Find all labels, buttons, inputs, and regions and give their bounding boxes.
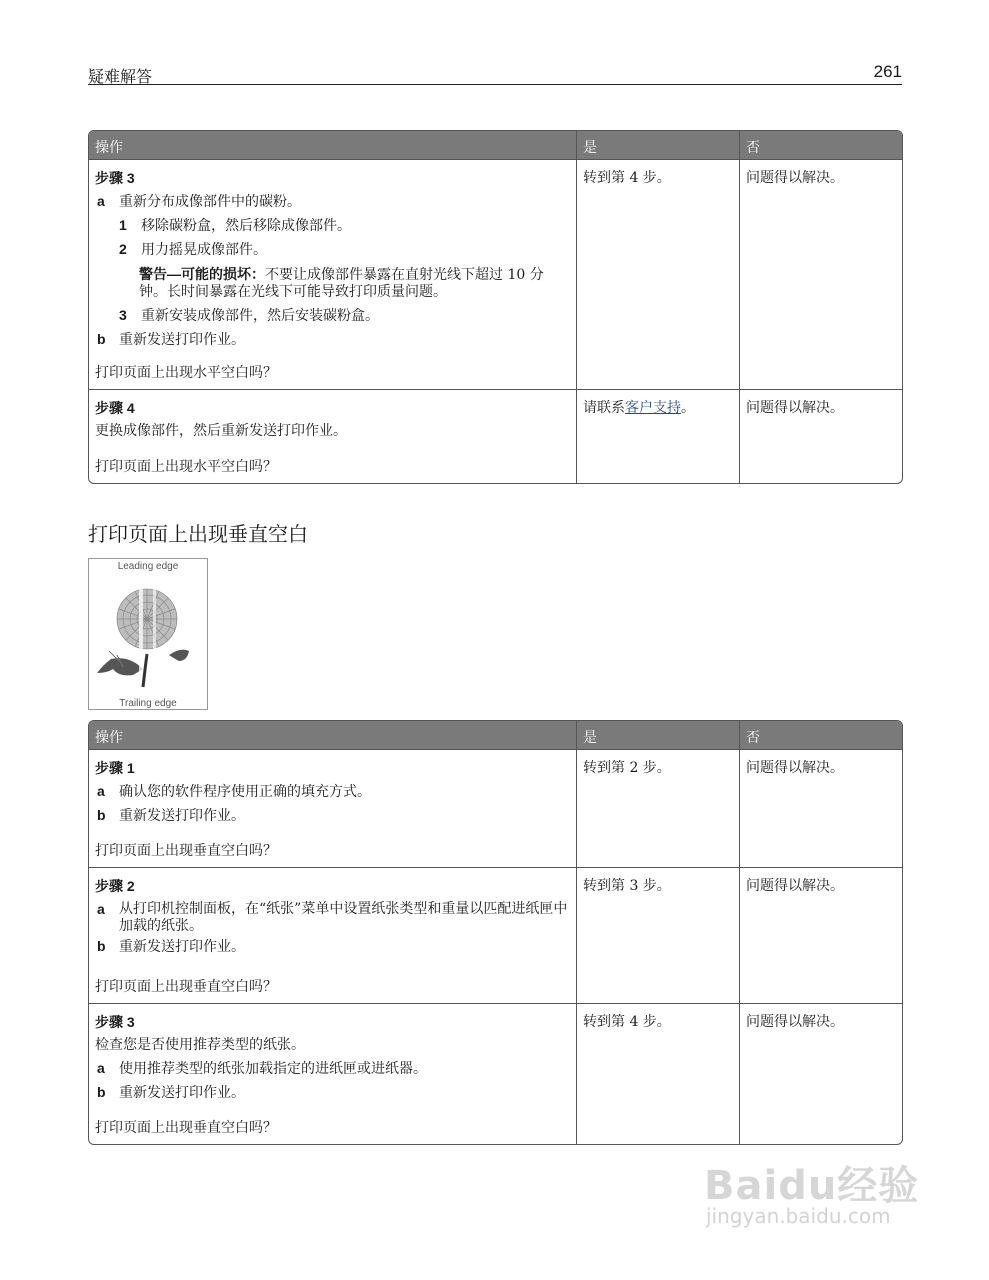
troubleshooting-table-horizontal xyxy=(88,130,903,484)
baidu-watermark xyxy=(700,1140,940,1250)
col-action: 操作 xyxy=(89,721,577,749)
trailing-edge-label: Trailing edge xyxy=(119,698,177,709)
item-text: 使用推荐类型的纸张加载指定的进纸匣或进纸器。 xyxy=(119,1061,427,1077)
item-label: a xyxy=(97,901,105,917)
yes-cell: 转到第 3 步。 xyxy=(577,868,740,1003)
vertical-void-illustration xyxy=(88,558,208,710)
item-label: b xyxy=(97,1084,106,1100)
yes-cell: 转到第 4 步。 xyxy=(577,160,740,389)
sub-num: 1 xyxy=(119,217,127,233)
flower-illustration xyxy=(89,559,207,709)
yes-cell xyxy=(577,390,740,483)
table-row xyxy=(89,389,902,483)
row-question: 打印页面上出现水平空白吗？ xyxy=(95,459,277,475)
item-label: a xyxy=(97,193,105,209)
row-question: 打印页面上出现垂直空白吗？ xyxy=(95,979,277,995)
table-header xyxy=(89,721,902,749)
row-question: 打印页面上出现垂直空白吗？ xyxy=(95,843,277,859)
sub-num: 2 xyxy=(119,241,127,257)
no-cell: 问题得以解决。 xyxy=(746,760,844,776)
table-row xyxy=(89,1003,902,1144)
item-label: b xyxy=(97,807,106,823)
step-title: 步骤 2 xyxy=(95,878,135,894)
step-title: 步骤 3 xyxy=(95,1014,135,1030)
step-intro: 检查您是否使用推荐类型的纸张。 xyxy=(95,1037,305,1053)
warning-text: 不要让成像部件暴露在直射光线下超过 10 分钟。长时间暴露在光线下可能导致打印质量问题。 xyxy=(139,267,544,300)
troubleshooting-table-vertical xyxy=(88,720,903,1145)
section-title: 打印页面上出现垂直空白 xyxy=(88,522,308,546)
item-label: b xyxy=(97,938,106,954)
row-question: 打印页面上出现水平空白吗？ xyxy=(95,365,277,381)
warning-label: 警告—可能的损坏： xyxy=(139,266,265,282)
customer-support-link[interactable]: 客户支持 xyxy=(625,400,681,416)
leading-edge-label: Leading edge xyxy=(117,561,179,572)
sub-text: 用力摇晃成像部件。 xyxy=(141,242,267,258)
item-text: 重新发送打印作业。 xyxy=(119,1085,245,1101)
item-label: b xyxy=(97,331,106,347)
item-text: 重新发送打印作业。 xyxy=(119,939,245,955)
col-no: 否 xyxy=(746,730,760,746)
yes-suffix: 。 xyxy=(681,400,695,416)
item-text: 重新分布成像部件中的碳粉。 xyxy=(119,194,301,210)
warning-note xyxy=(95,266,570,301)
no-cell: 问题得以解决。 xyxy=(746,878,844,894)
item-text: 确认您的软件程序使用正确的填充方式。 xyxy=(119,784,371,800)
item-text: 重新发送打印作业。 xyxy=(119,332,245,348)
sub-num: 3 xyxy=(119,307,127,323)
step-text: 更换成像部件，然后重新发送打印作业。 xyxy=(95,423,347,439)
table-header xyxy=(89,131,902,159)
no-cell: 问题得以解决。 xyxy=(746,400,844,416)
item-text: 重新发送打印作业。 xyxy=(119,808,245,824)
table-row xyxy=(89,867,902,1003)
no-cell: 问题得以解决。 xyxy=(746,170,844,186)
yes-cell: 转到第 4 步。 xyxy=(577,1004,740,1144)
item-label: a xyxy=(97,783,105,799)
sub-text: 移除碳粉盒，然后移除成像部件。 xyxy=(141,218,351,234)
item-label: a xyxy=(97,1060,105,1076)
step-title: 步骤 3 xyxy=(95,170,135,186)
table-row xyxy=(89,749,902,867)
step-title: 步骤 4 xyxy=(95,400,135,416)
item-text: 从打印机控制面板，在“纸张”菜单中设置纸张类型和重量以匹配进纸匣中加载的纸张。 xyxy=(119,901,568,934)
page-number: 261 xyxy=(873,62,902,81)
sub-text: 重新安装成像部件，然后安装碳粉盒。 xyxy=(141,308,379,324)
col-yes: 是 xyxy=(577,131,740,159)
page-header xyxy=(88,60,902,85)
header-title: 疑难解答 xyxy=(88,67,153,86)
watermark-logo: Baidu经验 xyxy=(704,1163,920,1209)
no-cell: 问题得以解决。 xyxy=(746,1014,844,1030)
row-question: 打印页面上出现垂直空白吗？ xyxy=(95,1120,277,1136)
table-row xyxy=(89,159,902,389)
col-no: 否 xyxy=(746,140,760,156)
yes-prefix: 请联系 xyxy=(583,400,625,416)
yes-cell: 转到第 2 步。 xyxy=(577,750,740,867)
watermark-url: jingyan.baidu.com xyxy=(706,1204,891,1228)
col-action: 操作 xyxy=(89,131,577,159)
step-title: 步骤 1 xyxy=(95,760,135,776)
col-yes: 是 xyxy=(577,721,740,749)
